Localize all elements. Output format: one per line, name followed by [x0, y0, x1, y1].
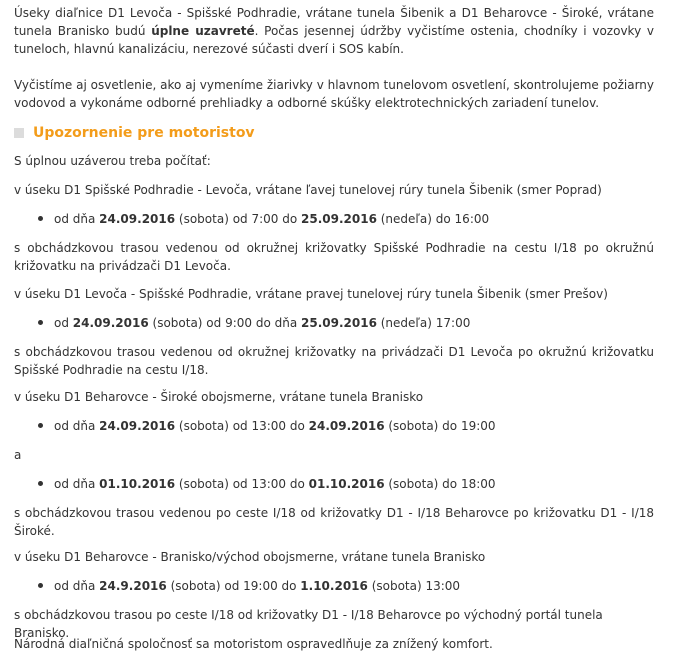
period-text: (sobota) do 19:00 — [384, 419, 496, 433]
start-date: 24.9.2016 — [99, 579, 167, 593]
period-text: (sobota) 13:00 — [367, 579, 461, 593]
intro-text: Úseky diaľnice D1 Levoča - Spišské Podhradie, vrátane tunela Šibenik a D1 Beharovce - Široké, vrátane tunela Branisko budú — [14, 6, 654, 38]
section-title: v úseku D1 Levoča - Spišské Podhradie, vrátane pravej tunelovej rúry tunela Šibenik (smer Prešov) — [14, 287, 608, 301]
period-text: (nedeľa) do 16:00 — [376, 212, 490, 226]
closure-emphasis: úplne uzavreté — [151, 24, 255, 38]
connector-text: a — [14, 448, 22, 462]
period-text: od dňa — [54, 212, 100, 226]
bullet-dot-icon — [38, 320, 43, 325]
heading-marker-icon — [14, 128, 24, 138]
start-date: 01.10.2016 — [99, 477, 176, 491]
heading-title: Upozornenie pre motoristov — [33, 125, 255, 141]
period-text: (sobota) od 9:00 do dňa — [148, 316, 302, 330]
closing-apology: Národná diaľničná spoločnosť sa motoristom ospravedlňuje za znížený komfort. — [14, 637, 493, 651]
intro-paragraph-maintenance: Vyčistíme aj osvetlenie, ako aj vymeníme žiarivky v hlavnom tunelovom osvetlení, skontrolujeme požiarny vodovod a vykonáme odborné prehliadky a odborné skúšky elektrotechnických zariadení tunelov. — [14, 78, 654, 110]
section-title: v úseku D1 Spišské Podhradie - Levoča, vrátane ľavej tunelovej rúry tunela Šibenik (smer Poprad) — [14, 183, 602, 197]
lead-text: S úplnou uzáverou treba počítať: — [14, 154, 211, 168]
period-text: (sobota) od 13:00 do — [175, 477, 309, 491]
period-text: (sobota) od 7:00 do — [175, 212, 302, 226]
period-text: (sobota) od 19:00 do — [166, 579, 301, 593]
section-heading — [14, 124, 255, 142]
period-text: od dňa — [54, 419, 100, 433]
closure-period-item — [38, 417, 638, 435]
start-date: 24.09.2016 — [99, 212, 176, 226]
bullet-dot-icon — [38, 216, 43, 221]
period-text: od dňa — [54, 579, 100, 593]
end-date: 24.09.2016 — [308, 419, 385, 433]
closure-period-item — [38, 475, 638, 493]
period-text: (sobota) do 18:00 — [384, 477, 496, 491]
start-date: 24.09.2016 — [99, 419, 176, 433]
detour-text: s obchádzkovou trasou po ceste I/18 od križovatky D1 - I/18 Beharovce po východný portál tunela Branisko. — [14, 608, 603, 640]
detour-text: s obchádzkovou trasou vedenou po ceste I/18 od križovatky D1 - I/18 Beharovce po križovatku D1 - I/18 Široké. — [14, 506, 654, 538]
closure-period-item — [38, 210, 638, 228]
closure-period-item — [38, 314, 638, 332]
end-date: 25.09.2016 — [301, 212, 377, 226]
period-text: od — [54, 316, 73, 330]
bullet-dot-icon — [38, 423, 43, 428]
period-text: (nedeľa) 17:00 — [376, 316, 471, 330]
period-text: od dňa — [54, 477, 100, 491]
bullet-dot-icon — [38, 583, 43, 588]
intro-text-cont: . Počas jesennej údržby vyčistíme ostenia, chodníky i vozovky v tuneloch, hlavnú kanalizáciu, nerezové súčasti dverí i SOS kabín. — [14, 24, 655, 56]
section-title: v úseku D1 Beharovce - Branisko/východ obojsmerne, vrátane tunela Branisko — [14, 550, 486, 564]
period-text: (sobota) od 13:00 do — [175, 419, 309, 433]
end-date: 25.09.2016 — [301, 316, 377, 330]
intro-paragraph-closure — [14, 4, 654, 58]
start-date: 24.09.2016 — [72, 316, 149, 330]
section-title: v úseku D1 Beharovce - Široké obojsmerne, vrátane tunela Branisko — [14, 390, 424, 404]
detour-text: s obchádzkovou trasou vedenou od okružnej križovatky na privádzači D1 Levoča po okružnú križovatku Spišské Podhradie na cestu I/18. — [14, 345, 654, 377]
closure-period-item — [38, 577, 638, 595]
bullet-dot-icon — [38, 481, 43, 486]
end-date: 01.10.2016 — [308, 477, 385, 491]
end-date: 1.10.2016 — [300, 579, 368, 593]
detour-text: s obchádzkovou trasou vedenou od okružnej križovatky Spišské Podhradie na cestu I/18 po okružnú križovatku na privádzači D1 Levoča. — [14, 241, 654, 273]
